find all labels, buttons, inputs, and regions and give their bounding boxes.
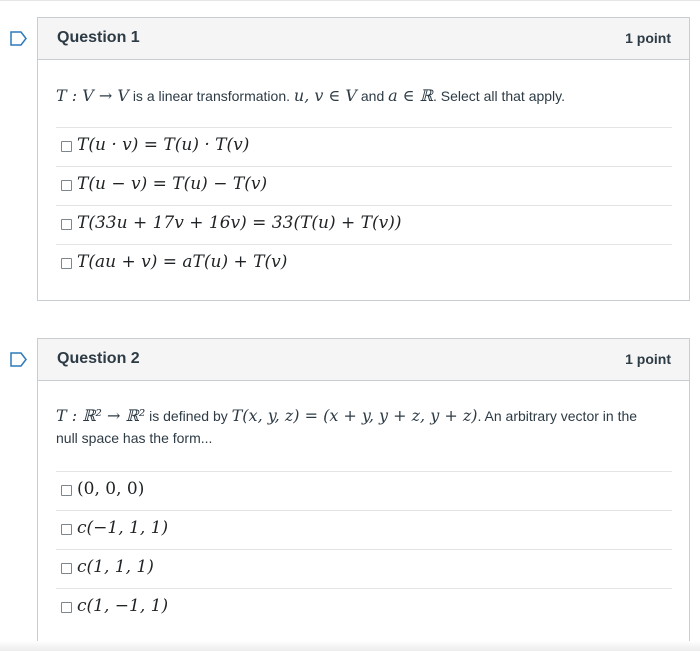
prompt-text: is a linear transformation. xyxy=(132,88,290,104)
top-divider xyxy=(0,0,700,1)
prompt-math: T : ℝ² → ℝ² xyxy=(56,406,146,425)
answer-label[interactable]: (0, 0, 0) xyxy=(77,479,145,499)
prompt-text: and xyxy=(360,88,385,104)
flag-question-icon[interactable] xyxy=(10,31,28,46)
prompt-math: a ∈ ℝ xyxy=(388,86,433,105)
prompt-text: . An arbitrary vector in the xyxy=(477,408,638,424)
prompt-math: T : V → V xyxy=(56,86,129,105)
checkbox[interactable] xyxy=(61,180,72,191)
answer-label[interactable]: c(−1, 1, 1) xyxy=(77,518,169,538)
prompt-text: null space has the form... xyxy=(56,430,213,446)
prompt-text: is defined by xyxy=(149,408,228,424)
answer-option[interactable] xyxy=(56,510,672,549)
question-2-card xyxy=(37,338,690,643)
answer-option[interactable] xyxy=(56,471,672,510)
question-1-card xyxy=(37,17,690,301)
answer-label[interactable]: c(1, 1, 1) xyxy=(77,557,154,577)
question-2-title: Question 2 xyxy=(57,350,140,367)
checkbox[interactable] xyxy=(61,524,72,535)
answer-option[interactable] xyxy=(56,549,672,588)
bottom-shadow xyxy=(0,641,700,651)
prompt-text: . Select all that apply. xyxy=(432,88,566,104)
answer-option[interactable] xyxy=(56,588,672,627)
question-2-prompt xyxy=(56,405,676,449)
answer-label[interactable]: c(1, −1, 1) xyxy=(77,596,169,616)
question-1-title: Question 1 xyxy=(57,29,140,46)
checkbox[interactable] xyxy=(61,563,72,574)
answer-option[interactable] xyxy=(56,244,672,283)
question-1-prompt xyxy=(56,85,565,107)
question-2-points: 1 point xyxy=(625,351,671,367)
checkbox[interactable] xyxy=(61,258,72,269)
flag-question-icon[interactable] xyxy=(10,352,28,367)
answer-option[interactable] xyxy=(56,166,672,205)
question-1-header xyxy=(38,18,689,60)
prompt-math: u, v ∈ V xyxy=(293,86,357,105)
answer-label[interactable]: T(33u + 17v + 16v) = 33(T(u) + T(v)) xyxy=(77,213,402,233)
answer-option[interactable] xyxy=(56,205,672,244)
answer-label[interactable]: T(u · v) = T(u) · T(v) xyxy=(77,135,250,155)
question-1-points: 1 point xyxy=(625,30,671,46)
prompt-math: T(x, y, z) = (x + y, y + z, y + z) xyxy=(231,406,478,425)
checkbox[interactable] xyxy=(61,602,72,613)
checkbox[interactable] xyxy=(61,141,72,152)
checkbox[interactable] xyxy=(61,219,72,230)
answer-label[interactable]: T(u − v) = T(u) − T(v) xyxy=(77,174,268,194)
answer-option[interactable] xyxy=(56,127,672,166)
answer-label[interactable]: T(au + v) = aT(u) + T(v) xyxy=(77,252,288,272)
question-2-header xyxy=(38,339,689,381)
checkbox[interactable] xyxy=(61,485,72,496)
